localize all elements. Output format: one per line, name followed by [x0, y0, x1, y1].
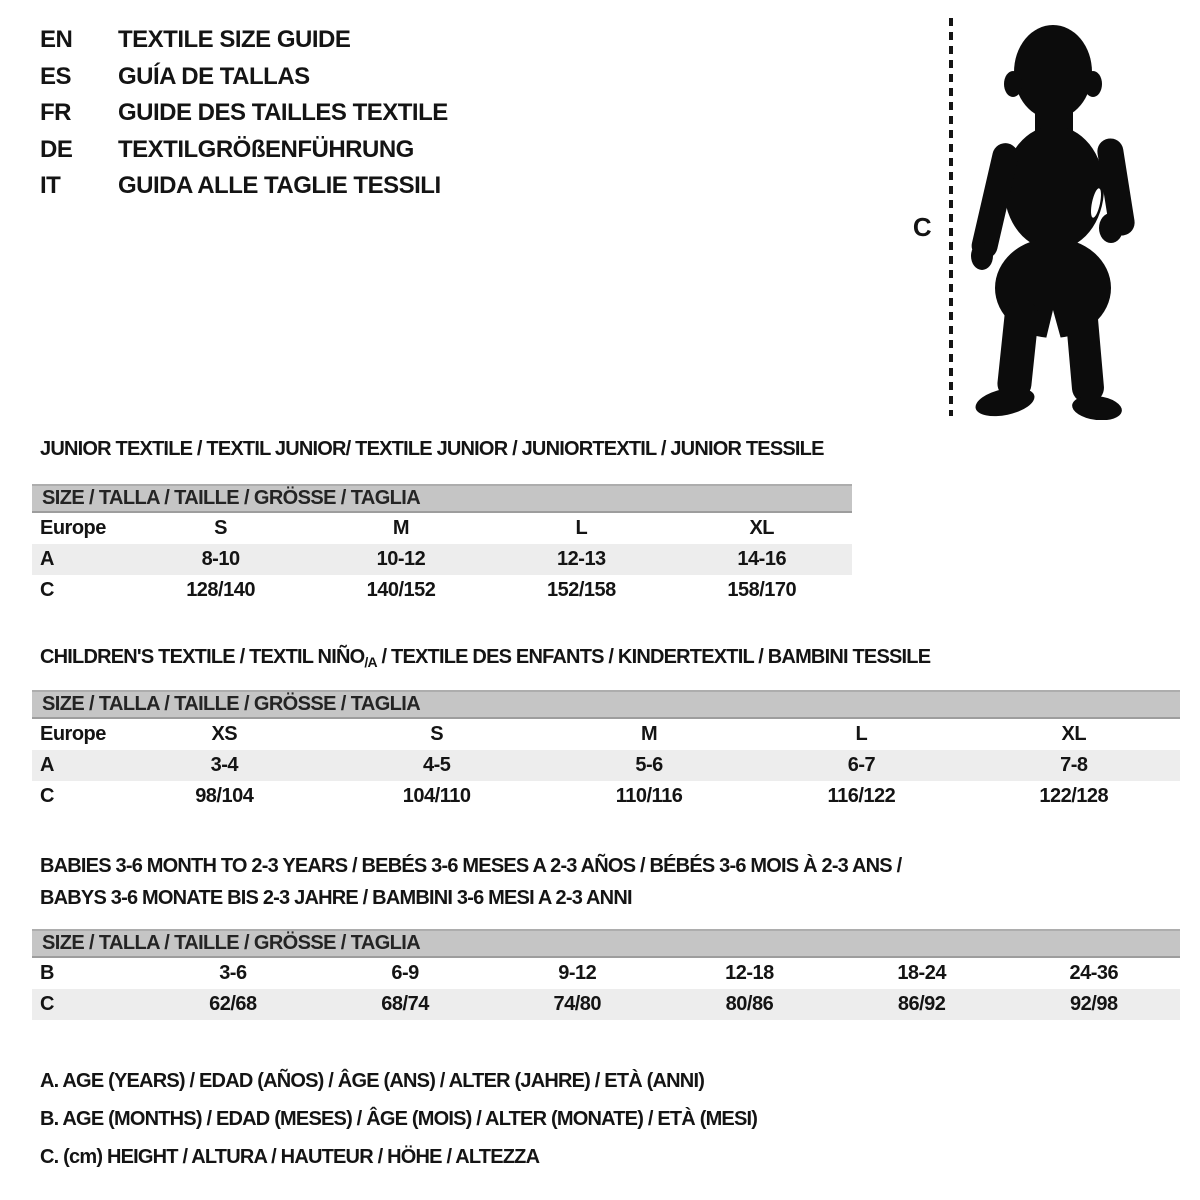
table-cell: 110/116 [615, 785, 683, 807]
table-cell: XS [211, 723, 238, 745]
row-label: Europe [40, 517, 106, 539]
language-code: ES [40, 62, 72, 90]
size-header-bar: SIZE / TALLA / TAILLE / GRÖSSE / TAGLIA [32, 690, 1180, 719]
guide-title: TEXTILGRÖßENFÜHRUNG [118, 135, 414, 163]
table-cell: 3-6 [219, 962, 247, 984]
table-cell: 9-12 [558, 962, 597, 984]
guide-title: GUIDA ALLE TAGLIE TESSILI [118, 172, 441, 199]
children-section-title [40, 646, 930, 670]
table-cell: 24-36 [1069, 962, 1119, 984]
table-cell: 104/110 [402, 785, 471, 807]
junior-section-title: JUNIOR TEXTILE / TEXTIL JUNIOR/ TEXTILE JUNIOR / JUNIORTEXTIL / JUNIOR TESSILE [40, 438, 824, 460]
table-cell: 6-7 [847, 754, 876, 776]
table-cell: 98/104 [195, 785, 254, 807]
table-cell: 158/170 [727, 579, 797, 601]
table-cell: M [392, 517, 410, 539]
table-row [32, 719, 1180, 750]
language-code: EN [40, 26, 73, 53]
note-age-years: A. AGE (YEARS) / EDAD (AÑOS) / ÂGE (ANS) / ALTER (JAHRE) / ETÀ (ANNI) [40, 1070, 705, 1092]
babies-title-line1: BABIES 3-6 MONTH TO 2-3 YEARS / BEBÉS 3-6 MESES A 2-3 AÑOS / BÉBÉS 3-6 MOIS À 2-3 ANS / [40, 855, 902, 877]
table-cell: 8-10 [201, 548, 240, 570]
table-cell: L [575, 517, 588, 539]
legend-row-es [40, 59, 448, 96]
row-label: B [40, 962, 54, 984]
height-measure-label: C [912, 212, 932, 242]
table-cell: 7-8 [1060, 754, 1088, 776]
table-cell: 152/158 [546, 579, 616, 601]
babies-size-table [32, 929, 1180, 1020]
row-label: Europe [40, 723, 106, 745]
babies-section-title [40, 850, 901, 914]
table-row [32, 513, 852, 544]
table-cell: 74/80 [553, 993, 602, 1015]
language-legend [40, 22, 448, 205]
row-label: C [40, 993, 54, 1015]
table-cell: L [855, 723, 868, 745]
table-cell: 68/74 [381, 993, 429, 1015]
table-row [32, 750, 1180, 781]
junior-size-table [32, 484, 852, 606]
table-cell: 128/140 [186, 579, 255, 601]
toddler-figure-svg [880, 14, 1150, 420]
row-label: C [40, 785, 54, 807]
table-cell: 80/86 [725, 993, 774, 1015]
children-title-part2: / TEXTILE DES ENFANTS / KINDERTEXTIL / BAMBINI TESSILE [376, 646, 931, 668]
guide-title: GUIDE DES TAILLES TEXTILE [118, 99, 448, 126]
table-cell: 92/98 [1070, 993, 1118, 1015]
legend-row-de [40, 132, 448, 169]
table-cell: 10-12 [376, 548, 426, 570]
table-cell: 14-16 [737, 548, 787, 570]
table-cell: 12-13 [557, 548, 606, 570]
row-label: C [40, 579, 54, 601]
table-cell: 140/152 [366, 579, 436, 601]
guide-title: GUÍA DE TALLAS [118, 62, 310, 90]
legend-row-fr [40, 95, 448, 132]
table-cell: S [430, 723, 444, 745]
row-label: A [40, 754, 54, 776]
table-row [32, 575, 852, 606]
table-cell: M [640, 723, 658, 745]
table-cell: XL [749, 517, 775, 539]
children-title-part1: CHILDREN'S TEXTILE / TEXTIL NIÑO [40, 646, 365, 668]
table-cell: 3-4 [210, 754, 238, 776]
table-cell: 86/92 [897, 993, 946, 1015]
table-cell: S [214, 517, 227, 539]
children-size-table [32, 690, 1180, 812]
language-code: FR [40, 99, 71, 126]
table-row [32, 958, 1180, 989]
table-cell: XL [1061, 723, 1087, 745]
legend-row-en [40, 22, 448, 59]
size-header-bar: SIZE / TALLA / TAILLE / GRÖSSE / TAGLIA [32, 929, 1180, 958]
table-cell: 62/68 [209, 993, 257, 1015]
measurement-notes [40, 1062, 757, 1176]
note-age-months: B. AGE (MONTHS) / EDAD (MESES) / ÂGE (MOIS) / ALTER (MONATE) / ETÀ (MESI) [40, 1108, 758, 1130]
note-height-cm: C. (cm) HEIGHT / ALTURA / HAUTEUR / HÖHE / ALTEZZA [40, 1146, 540, 1168]
measurement-figure [880, 14, 1150, 420]
table-cell: 122/128 [1039, 785, 1109, 807]
table-cell: 5-6 [635, 754, 663, 776]
babies-title-line2: BABYS 3-6 MONATE BIS 2-3 JAHRE / BAMBINI 3-6 MESI A 2-3 ANNI [40, 887, 632, 909]
table-row [32, 544, 852, 575]
table-row [32, 989, 1180, 1020]
table-cell: 4-5 [422, 754, 451, 776]
language-code: IT [40, 172, 61, 199]
children-title-subscript: /A [364, 654, 377, 670]
guide-title: TEXTILE SIZE GUIDE [118, 26, 351, 53]
row-label: A [40, 548, 54, 570]
table-cell: 12-18 [725, 962, 774, 984]
table-cell: 116/122 [827, 785, 896, 807]
table-cell: 18-24 [897, 962, 946, 984]
legend-row-it [40, 168, 448, 205]
size-header-bar: SIZE / TALLA / TAILLE / GRÖSSE / TAGLIA [32, 484, 852, 513]
language-code: DE [40, 135, 73, 163]
table-row [32, 781, 1180, 812]
table-cell: 6-9 [391, 962, 419, 984]
toddler-silhouette-icon [969, 25, 1136, 420]
